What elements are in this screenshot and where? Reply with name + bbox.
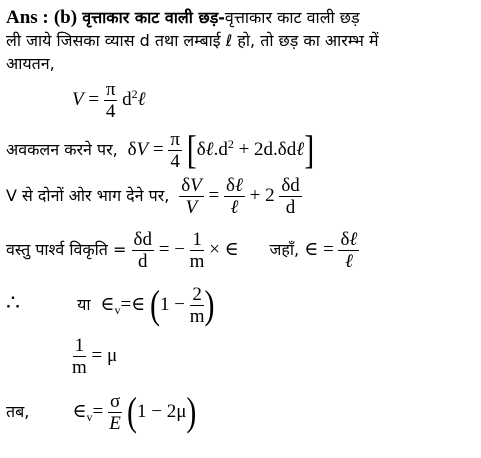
intro-text-line1: वृत्ताकार काट वाली छड़ xyxy=(224,8,360,27)
where-text: जहाँ, xyxy=(269,239,300,259)
lateral-strain-text: वस्तु पार्श्व विकृति = xyxy=(6,239,127,259)
option-label: (b) xyxy=(53,7,78,28)
poisson-ratio-equation: $\frac{1}{m}$ = μ xyxy=(72,335,118,378)
answer-header-line xyxy=(6,6,360,29)
volumetric-strain-equation: $\in_v=\in$ (1 − $\frac{2}{m}$ ) xyxy=(95,282,215,328)
differentiation-line xyxy=(6,127,315,173)
section-heading: वृत्ताकार काट वाली छड़- xyxy=(82,8,225,27)
then-text: तब, xyxy=(6,401,30,421)
or-text: या xyxy=(77,294,91,314)
then-line xyxy=(6,389,197,435)
divide-line xyxy=(6,176,302,217)
lateral-strain-equation: $\frac{\delta d}{d}$ = − $\frac{1}{m}$ × ∈ xyxy=(133,229,244,272)
intro-text-line2: ली जाये जिसका व्यास d तथा लम्बाई ℓ हो, तो छड़ का आरम्भ में xyxy=(6,31,379,50)
therefore-line xyxy=(6,282,215,328)
volume-equation: V = $\frac{\pi}{4}$ $d^2\ell$ xyxy=(72,79,146,122)
differentiation-text: अवकलन करने पर, xyxy=(6,139,118,159)
strain-definition: ∈ = $\frac{\text{δℓ}}{\text{ℓ}}$ xyxy=(304,229,358,272)
final-equation: $\in_v=$ $\frac{\sigma}{E}$ (1 − 2μ) xyxy=(72,389,197,435)
lateral-strain-line xyxy=(6,230,359,271)
answer-label: Ans : xyxy=(6,7,49,28)
therefore-symbol: ∴ xyxy=(6,289,20,315)
divide-text: V से दोनों ओर भाग देने पर, xyxy=(6,185,170,205)
intro-text-line3: आयतन, xyxy=(6,54,55,73)
relative-change-equation: $\frac{\delta V}{V}$ = $\frac{\text{δℓ}}{\text{ℓ}}$ + 2 $\frac{\delta d}{d}$ xyxy=(181,175,300,218)
differential-equation: δV = $\frac{\pi}{4}$ [$\delta\ell.d^2$ + 2d.δdℓ] xyxy=(122,127,315,173)
